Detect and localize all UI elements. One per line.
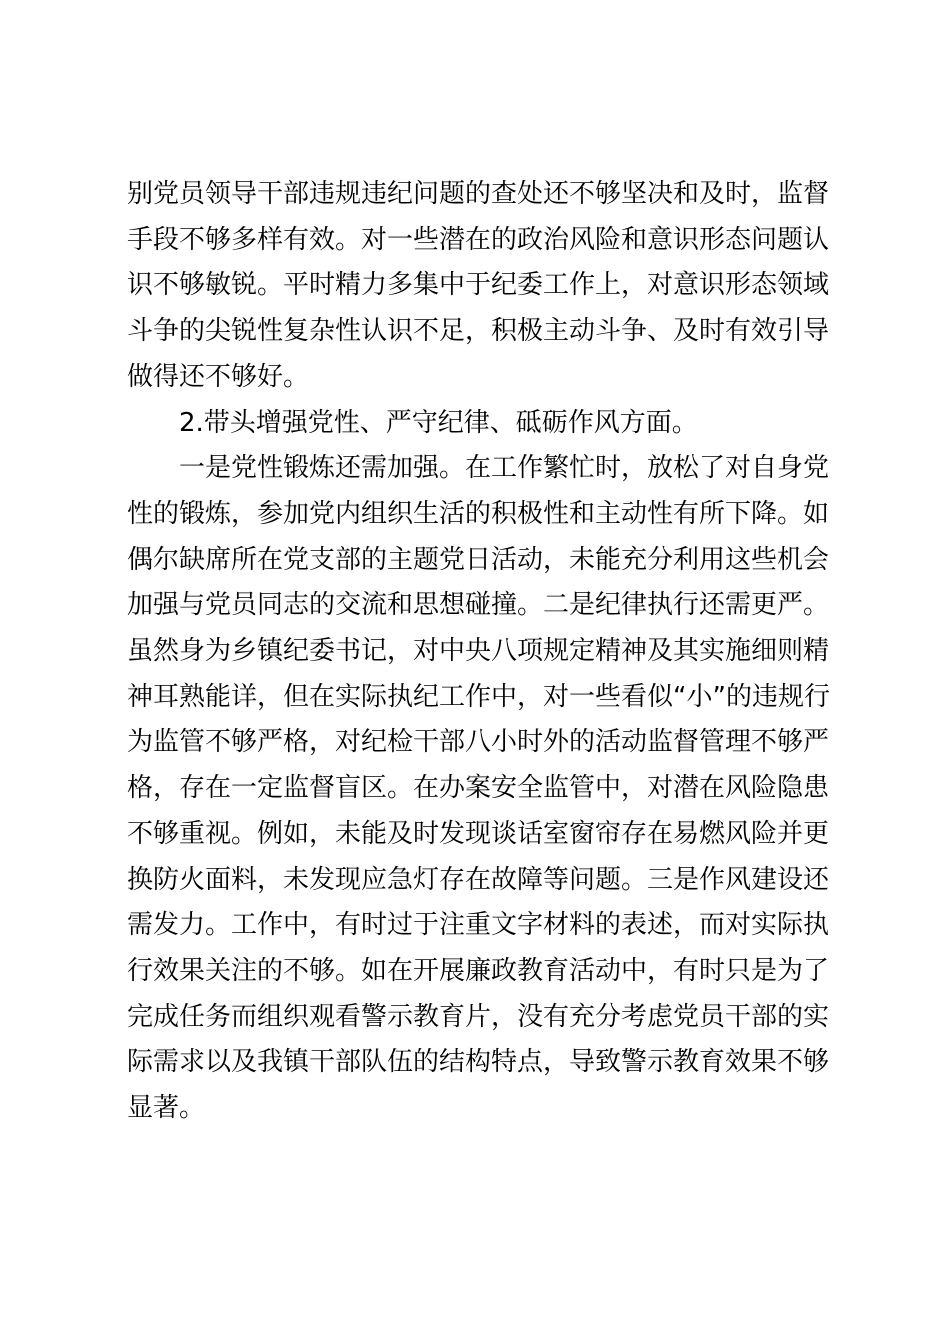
text-line: 偶尔缺席所在党支部的主题党日活动，未能充分利用这些机会 [127, 544, 830, 575]
text-line: 换防火面料，未发现应急灯存在故障等问题。三是作风建设还 [127, 864, 830, 895]
text-line: 需发力。工作中，有时过于注重文字材料的表述，而对实际执 [127, 910, 830, 941]
text-line: 格，存在一定监督盲区。在办案安全监管中，对潜在风险隐患 [127, 773, 830, 804]
text-line: 一是党性锻炼还需加强。在工作繁忙时，放松了对自身党 [179, 453, 830, 484]
text-line: 际需求以及我镇干部队伍的结构特点，导致警示教育效果不够 [127, 1047, 830, 1078]
text-line: 性的锻炼，参加党内组织生活的积极性和主动性有所下降。如 [127, 498, 830, 529]
text-line: 显著。 [127, 1093, 206, 1124]
text-line: 完成任务而组织观看警示教育片，没有充分考虑党员干部的实 [127, 1001, 830, 1032]
text-line: 手段不够多样有效。对一些潜在的政治风险和意识形态问题认 [127, 224, 830, 255]
text-line: 别党员领导干部违规违纪问题的查处还不够坚决和及时，监督 [127, 179, 830, 209]
text-line: 神耳熟能详，但在实际执纪工作中，对一些看似“小”的违规行 [127, 681, 830, 712]
document-page [127, 172, 830, 1132]
text-line: 加强与党员同志的交流和思想碰撞。二是纪律执行还需更严。 [127, 590, 830, 621]
text-line: 识不够敏锐。平时精力多集中于纪委工作上，对意识形态领域 [127, 270, 830, 301]
text-line: 虽然身为乡镇纪委书记，对中央八项规定精神及其实施细则精 [127, 636, 830, 667]
text-line: 行效果关注的不够。如在开展廉政教育活动中，有时只是为了 [127, 955, 830, 986]
text-line: 为监管不够严格，对纪检干部八小时外的活动监督管理不够严 [127, 727, 830, 758]
text-line: 斗争的尖锐性复杂性认识不足，积极主动斗争、及时有效引导 [127, 316, 830, 347]
text-line: 不够重视。例如，未能及时发现谈话室窗帘存在易燃风险并更 [127, 818, 830, 849]
text-line: 做得还不够好。 [127, 361, 310, 392]
section-heading: 2.带头增强党性、严守纪律、砥砺作风方面。 [179, 407, 698, 438]
